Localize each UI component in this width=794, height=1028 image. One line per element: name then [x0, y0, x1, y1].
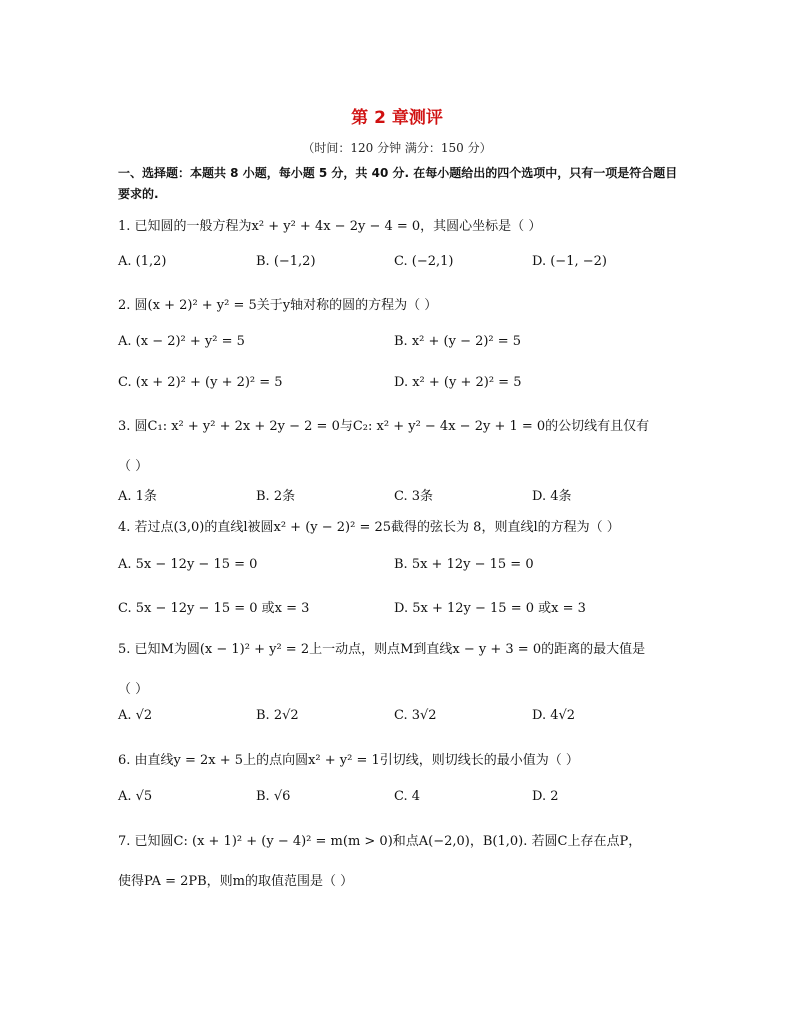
option-2a: A. (x − 2)² + y² = 5: [118, 334, 245, 349]
exam-info: （时间：120 分钟 满分：150 分）: [302, 141, 492, 155]
question-2: 2. 圆(x + 2)² + y² = 5关于y轴对称的圆的方程为（ ）: [118, 298, 438, 313]
option-2c: C. (x + 2)² + (y + 2)² = 5: [118, 375, 283, 390]
option-1a: A. (1,2): [118, 254, 167, 269]
option-5a: A. √2: [118, 708, 153, 723]
question-5-blank: （ ）: [118, 682, 149, 697]
question-3: 3. 圆C₁: x² + y² + 2x + 2y − 2 = 0与C₂: x² + y² − 4x − 2y + 1 = 0的公切线有且仅有: [118, 419, 650, 434]
question-4: 4. 若过点(3,0)的直线l被圆x² + (y − 2)² = 25截得的弦长为 8，则直线l的方程为（ ）: [118, 520, 620, 535]
question-7: 7. 已知圆C: (x + 1)² + (y − 4)² = m(m > 0)和点A(−2,0)，B(1,0). 若圆C上存在点P，: [118, 834, 642, 849]
option-6d: D. 2: [532, 789, 559, 804]
option-1b: B. (−1,2): [256, 254, 316, 269]
section-heading: 一、选择题：本题共 8 小题，每小题 5 分，共 40 分. 在每小题给出的四个选项中，只有一项是符合题目要求的.: [118, 166, 678, 201]
option-5d: D. 4√2: [532, 708, 576, 723]
question-5: 5. 已知M为圆(x − 1)² + y² = 2上一动点，则点M到直线x − y + 3 = 0的距离的最大值是: [118, 642, 646, 657]
option-4d: D. 5x + 12y − 15 = 0 或x = 3: [394, 601, 586, 616]
option-3b: B. 2条: [256, 489, 296, 504]
page-title: 第 2 章测评: [351, 108, 443, 128]
option-3c: C. 3条: [394, 489, 434, 504]
option-6c: C. 4: [394, 789, 421, 804]
option-5b: B. 2√2: [256, 708, 299, 723]
question-7-line2: 使得PA = 2PB，则m的取值范围是（ ）: [118, 874, 354, 889]
option-3d: D. 4条: [532, 489, 572, 504]
option-4b: B. 5x + 12y − 15 = 0: [394, 557, 534, 572]
option-1d: D. (−1, −2): [532, 254, 607, 269]
option-4c: C. 5x − 12y − 15 = 0 或x = 3: [118, 601, 310, 616]
option-6b: B. √6: [256, 789, 291, 804]
question-1: 1. 已知圆的一般方程为x² + y² + 4x − 2y − 4 = 0，其圆心坐标是（ ）: [118, 219, 542, 234]
option-6a: A. √5: [118, 789, 153, 804]
question-6: 6. 由直线y = 2x + 5上的点向圆x² + y² = 1引切线，则切线长的最小值为（ ）: [118, 753, 579, 768]
question-3-blank: （ ）: [118, 459, 149, 474]
option-2d: D. x² + (y + 2)² = 5: [394, 375, 522, 390]
option-5c: C. 3√2: [394, 708, 437, 723]
option-2b: B. x² + (y − 2)² = 5: [394, 334, 522, 349]
option-4a: A. 5x − 12y − 15 = 0: [118, 557, 258, 572]
option-1c: C. (−2,1): [394, 254, 454, 269]
option-3a: A. 1条: [118, 489, 157, 504]
